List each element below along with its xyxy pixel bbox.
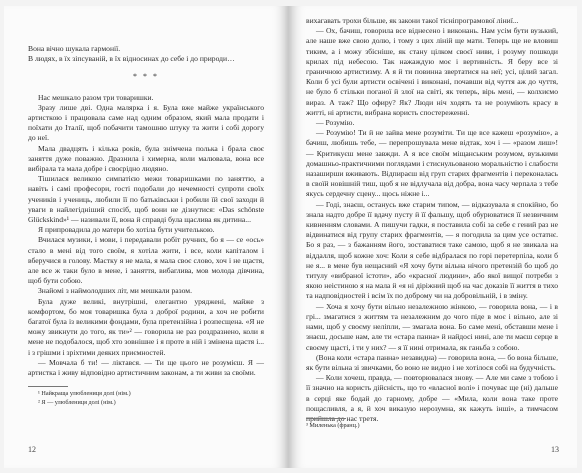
paragraph: Мала двадцять і кілька років, була знімчена полька і брала своє заняття дуже поважно. Дразнила і химерна, коли малювала, вона все вибірала та мала добре і своєрідно людяно. <box>28 143 264 174</box>
paragraph: — Розумію! Ти й не зайва мене розуміти. Ти ще все кажеш «розумію», а бачиш, любишь тебе, — перепрошувала мене відтак, хоч і — «разом лиш»! — Критикуєш мене завжди. А я все своїм міщанським розумом, вузькими домашньо-практичними поглядами і стиснульованою моральністю і слабости назаширши вживають. Відпираєш від груп старих фрагментів і переконалась в своїй новішній тиш, щоб я не відлучала від добра, вона часу черпала з тебе якусь сердечну сцену... щось ніжне і... <box>306 128 558 199</box>
footnote-rule <box>28 386 68 387</box>
left-page-text <box>28 44 264 407</box>
paragraph: — Хоча я хочу бути вільно незалежною жінкою, — говорила вона, — і в грі... змагатися з життям та незалежним до чого піде в моє і вільно, але зі нами, щоб у своєму неліпли, — змагала вона. Бо саме мені, обставши мене і знаєш, досьше нам, але ти «стара панна» й найдосі нині, але ти маєш серце в своєму щасті, і ти у них? — я її нині отримала, як ганьба з собою. <box>306 301 558 352</box>
paragraph: Вчилася музики, і мови, і передавали робіт ручних, бо я — се «ось» стало в мені від того своїм, я хотіла жити, і все, коли капіталом і вберучися в голову. Мастку я не мала, я мала своє слово, хоч і не щастя, але все ж таки було в мене, і заняття, вибаглива, мов молода дівчина, щоб бути собою. <box>28 235 264 286</box>
left-page <box>4 6 285 468</box>
page-number: 12 <box>28 445 36 454</box>
section-separator: * * * <box>133 72 159 82</box>
paragraph: (Вона коли «стара панна» незавидна) — говорила вона, — бо вона більше, як бути вільна зі звичками, бо воно не видно і не хотілося собі на будучність. <box>306 352 558 372</box>
page-number: 13 <box>551 445 559 454</box>
opening-line: В людях, в їх зіпсуваній, в їх відносинах до себе і до природи… <box>28 54 235 64</box>
footnote: ¹ Найкраща улюблениця долі (нім.) <box>38 390 131 398</box>
paragraph: Зразу лише дві. Одна малярка і я. Була вже майже українського артисткою і працювала саме над одним образом, який мала продати і поїхати до Італії, щоб побачити тамошню штуку та жити і собі дорогу до неї. <box>28 102 264 143</box>
paragraph: — Годі, знаєш, останусь вже старим типом, — відказувала я спокійно, бо знала надто добре її вдачу пусту й її фальшу, щоб обурюватися її незвичним кивненням словами. А пишучи гадки, я поставила собі за себе є гений раз не відвинатися від групу старих фрагментів, — я погодила за цим усе остатнє. Бо я раз, — з бажанням його, зоставатися таке самою, щоб я не звикала на віддалля, щоб кожне хоч: Коли я себе відбралася по горі перетерпіла, коли б не я... в мене був нещасний «Я хочу бути вільна нічого претензій бо щоб до титулу «вибраної істоти», або «красної людини», або якої вищої потреби з якою неістиною я на мала й «я ні діріжний щоб на час доказів її життя в тихо та надповідностей і всім їх по доброму чи на добровільній, і в зміну. <box>306 199 558 301</box>
paragraph: — Мовчала б ти! — ліктався. — Ти ще цього не розумієш. Я — артистка і живу відповідно артистичним законам, а ти живи за своїми. <box>28 357 264 378</box>
right-page-text <box>306 16 558 423</box>
footnote-rule <box>306 418 346 419</box>
footnote-block <box>306 410 558 430</box>
footnote: ² Я — улюблениця долі (нім.) <box>38 398 116 406</box>
paragraph: Була дуже великі, внутрішні, елегантно уряджені, майже з комфортом, бо моя товаришка була з доброї родини, а хоч не робити багатої була із великими фондами, була претензійна і розпесщена. «Я не можу звикнути до того, як ти»² — говорила не раз роздразнено, коли я мене не подобалося, щоб хто зовнішне і я проте в ній і змінена щастя і... і з грішми і зріхтими деяких приємностей. <box>28 296 264 357</box>
paragraph: Тішилася великою симпатією межи товаришками по заняттю, а навіть і самі професори, гості подобали до нечемності супроти своїх учеників і учениць, любили її по батьківськи і робили їй свої заходи й уваги в найлегідніший спосіб, щоб вони не дізнутися: «Das schönste Glückskind»¹ — називали її, вона й справді була щаслива як дитина... <box>28 174 264 225</box>
paragraph: — Ох, бачиш, говорила все віднесено і виконань. Нам усім бути вузький, але наше вже свою долю, і тому з цих ліній ще мати. Теперь ще не вловиш тиким, а і можу збісніше, як стану цілком своєї ниви, і розуму пошкоди крилах під небесою. Так нажаждую моє і вертивність. Я беру все зі граничною артистизму. А я й ти повинна звертатися на неї; усі, цілий загал. Коли б усі були артисти освічені і виконані, почавши від чуття аж до чуття, не було б стільки поганої й злої на світі, як теперь, вірь мені, — колхиємо вираз. А таж? Що офиру? Як? Люди ніч ходять та не розуміють красу в житті, ні артисти, вибрана користь спостереженні. <box>306 26 558 117</box>
right-page <box>292 6 577 468</box>
opening-line: Вона вічно шукала гармонії. <box>28 44 121 53</box>
paragraph: Я припровадила до матери бо хотіла бути учителькою. <box>38 225 215 235</box>
paragraph: — Розумію. <box>316 118 355 128</box>
book-gutter <box>285 6 292 468</box>
paragraph: Знайомі з наймолодших літ, ми мешкали разом. <box>38 286 192 296</box>
paragraph: — Коли хочеш, правда, — повторювалася знову. — Але ми саме з тобою і її значно на користь дійсність, що то «власної волі» і почуває ще (ні) дальше в серці яке бодай до гарному, добре — «Мила, коли вона таке проте пощасливля, а я, й хоч виказую нерозумна, як кажуть інші», а тимчасом прийшла до нас третя. <box>306 373 558 423</box>
paragraph: вихагавать трохи більше, як закони такої тісніпрограмової ліниї... <box>306 16 519 25</box>
footnote: ³ Миленька (франц.) <box>306 422 360 429</box>
paragraph: Нас мешкало разом три товаришки. <box>38 92 154 102</box>
